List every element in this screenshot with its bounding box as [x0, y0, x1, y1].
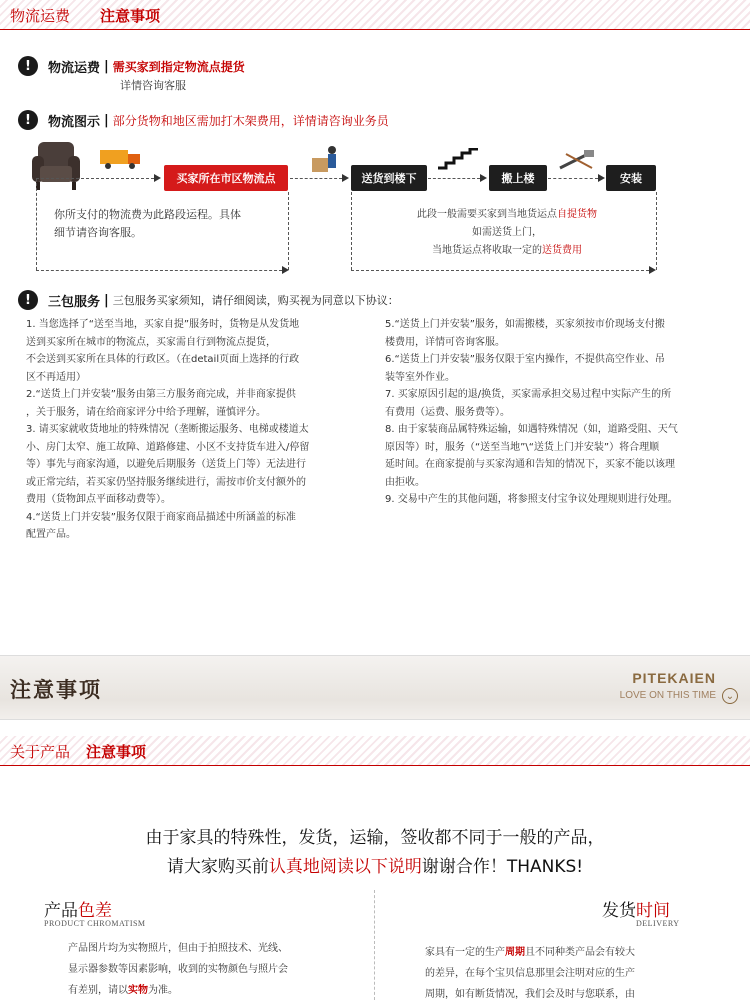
term-line: 2.“送货上门并安装”服务由第三方服务商完成，并非商家提供	[26, 389, 296, 400]
brand-logo: PITEKAIEN	[632, 670, 716, 686]
logistics-diagram-note: 部分货物和地区需加打木架费用，详情请咨询业务员	[112, 113, 389, 128]
color-diff-sub: PRODUCT CHROMATISM	[44, 919, 146, 928]
term-line: 区不再适用）	[26, 371, 86, 383]
flow-connector	[351, 270, 649, 271]
term-line: 6.“送货上门并安装”服务仅限于室内操作，不提供高空作业、吊	[385, 354, 665, 365]
color-diff-title-a: 产品	[44, 901, 78, 921]
color-diff-line3b: 实物	[128, 985, 148, 996]
delivery-sub: DELIVERY	[636, 919, 680, 928]
header-title-a: 物流运费	[10, 7, 71, 25]
logistics-diagram-title: 物流图示	[48, 114, 101, 130]
color-diff-line2: 显示器参数等因素影响，收到的实物颜色与照片会	[68, 964, 288, 975]
header-product-notice	[0, 736, 750, 766]
delivery-title	[602, 896, 670, 921]
exclamation-icon: !	[18, 110, 38, 130]
intro-line1: 由于家具的特殊性，发货，运输，签收都不同于一般的产品，	[145, 828, 605, 848]
chevron-down-icon: ⌄	[722, 688, 738, 704]
term-line: 有费用（运费、服务费等）。	[385, 406, 510, 418]
brand-slogan: LOVE ON THIS TIME	[619, 690, 716, 701]
delivery-text	[425, 942, 725, 1000]
term-line: 等）事先与商家沟通，以避免后期服务（送货上门等）无法进行	[26, 459, 306, 470]
delivery-line1a: 家具有一定的生产	[425, 947, 505, 958]
notice-band	[0, 655, 750, 720]
intro-line2	[0, 852, 750, 877]
delivery-line1b: 周期	[505, 947, 525, 958]
intro-line2b: 认真地阅读以下说明	[268, 857, 422, 877]
term-line: 小、房门太窄、施工故障、道路修建、小区不支持货车进入/停留	[26, 441, 310, 453]
warranty-title: 三包服务	[48, 294, 101, 310]
delivery-line3: 周期，如有断货情况，我们会及时与您联系，由	[425, 989, 635, 1000]
header2-title-a: 关于产品	[10, 743, 71, 761]
flow-note-right-3a: 当地货运点将收取一定的	[432, 245, 542, 256]
stairs-icon	[436, 148, 480, 170]
flow-connector	[548, 178, 598, 179]
separator: |	[104, 292, 109, 308]
logistics-diagram-heading	[18, 108, 389, 132]
term-line: 延时间。在商家提前与买家沟通和告知的情况下，买家不能以该理	[385, 459, 675, 470]
flow-note-right-2: 如需送货上门，	[472, 227, 542, 238]
delivery-title-a: 发货	[602, 901, 636, 921]
warranty-terms-right	[385, 316, 735, 509]
delivery-title-b: 时间	[636, 901, 670, 921]
column-divider	[374, 890, 375, 1000]
flow-box-local-logistics: 买家所在市区物流点	[164, 165, 288, 191]
delivery-line1c: 且不同种类产品会有较大	[525, 947, 635, 958]
truck-icon	[98, 146, 144, 172]
header-title-b: 注意事项	[100, 7, 161, 25]
flow-bracket	[351, 192, 352, 270]
term-line: ，关于服务，请在给商家评分中给予理解，谨慎评分。	[26, 406, 266, 418]
arrow-right-icon	[342, 174, 349, 182]
separator: |	[104, 112, 109, 128]
header-logistics	[0, 0, 750, 30]
band-title: 注意事项	[10, 677, 102, 702]
intro-line2a: 请大家购买前	[166, 857, 269, 877]
flow-note-right-1b: 自提货物	[557, 209, 597, 220]
term-line: 8. 由于家装商品属特殊运输，如遇特殊情况（如，道路受阻、天气	[385, 424, 678, 435]
logistics-fee-heading	[18, 54, 245, 78]
term-line: 不会送到买家所在具体的行政区。（在detail页面上选择的行政	[26, 354, 300, 365]
arrow-right-icon	[649, 266, 656, 274]
exclamation-icon: !	[18, 290, 38, 310]
logistics-fee-note: 需买家到指定物流点提货	[112, 59, 245, 74]
term-line: 4.“送货上门并安装”服务仅限于商家商品描述中所涵盖的标准	[26, 511, 296, 523]
term-line: 3. 请买家就收货地址的特殊情况（垄断搬运服务、电梯或楼道太	[26, 424, 309, 435]
separator: |	[104, 58, 109, 74]
flow-note-left	[54, 206, 284, 242]
exclamation-icon: !	[18, 56, 38, 76]
warranty-note: 三包服务买家须知，请仔细阅读，购买视为同意以下协议：	[112, 294, 399, 307]
term-line: 7. 买家原因引起的退/换货，买家需承担交易过程中实际产生的所	[385, 389, 672, 400]
term-line: 1. 当您选择了“送至当地，买家自提”服务时，货物是从发货地	[26, 319, 300, 330]
color-diff-text	[68, 938, 368, 1000]
term-line: 配置产品。	[26, 529, 76, 540]
worker-icon	[308, 144, 344, 176]
color-diff-line1: 产品图片均为实物照片，但由于拍照技术、光线、	[68, 943, 288, 954]
flow-connector	[36, 178, 154, 179]
term-line: 送到买家所在城市的物流点，买家需自行到物流点提货，	[26, 336, 276, 348]
term-line: 楼费用，详情可咨询客服。	[385, 336, 505, 348]
header2-title-b: 注意事项	[86, 743, 147, 761]
term-line: 或正常完结，若买家仍坚持服务继续进行，需按市价支付额外的	[26, 476, 306, 488]
term-line: 装等室外作业。	[385, 371, 455, 383]
term-line: 由拒收。	[385, 476, 425, 488]
logistics-fee-title: 物流运费	[48, 60, 101, 76]
color-diff-line3c: 为准。	[148, 985, 178, 996]
color-diff-title	[44, 896, 112, 921]
flow-note-left-line2: 细节请咨询客服。	[54, 226, 142, 239]
flow-box-carry-upstairs: 搬上楼	[489, 165, 547, 191]
arrow-right-icon	[480, 174, 487, 182]
warranty-heading	[18, 288, 399, 312]
term-line: 原因等）时，服务（“送至当地”\“送货上门并安装”）将合理顺	[385, 441, 660, 453]
logistics-fee-sub: 详情咨询客服	[120, 79, 186, 92]
delivery-line2: 的差异，在每个宝贝信息那里会注明对应的生产	[425, 968, 635, 979]
flow-bracket	[36, 178, 37, 270]
flow-connector	[428, 178, 480, 179]
flow-note-left-line1: 你所支付的物流费为此路段运程。具体	[54, 208, 241, 221]
arrow-right-icon	[154, 174, 161, 182]
intro-line2c: 谢谢合作！THANKS!	[421, 857, 584, 877]
color-diff-line3a: 有差别，请以	[68, 985, 128, 996]
color-diff-title-b: 色差	[78, 901, 112, 921]
flow-box-deliver-downstairs: 送货到楼下	[351, 165, 427, 191]
term-line: 5.“送货上门并安装”服务，如需搬楼，买家须按市价现场支付搬	[385, 319, 665, 330]
flow-note-right-3b: 送货费用	[542, 245, 582, 256]
flow-bracket	[656, 192, 657, 270]
flow-connector	[36, 270, 282, 271]
flow-box-install: 安装	[606, 165, 656, 191]
warranty-terms-left	[26, 316, 371, 544]
arrow-right-icon	[282, 266, 289, 274]
term-line: 费用（货物卸点平面移动费等）。	[26, 494, 171, 505]
flow-note-right	[372, 206, 642, 260]
arrow-right-icon	[598, 174, 605, 182]
term-line: 9. 交易中产生的其他问题，将参照支付宝争议处理规则进行处理。	[385, 494, 678, 505]
flow-note-right-1a: 此段一般需要买家到当地货运点	[417, 209, 557, 220]
flow-connector	[290, 178, 342, 179]
tools-icon	[558, 148, 598, 172]
flow-bracket	[288, 192, 289, 270]
